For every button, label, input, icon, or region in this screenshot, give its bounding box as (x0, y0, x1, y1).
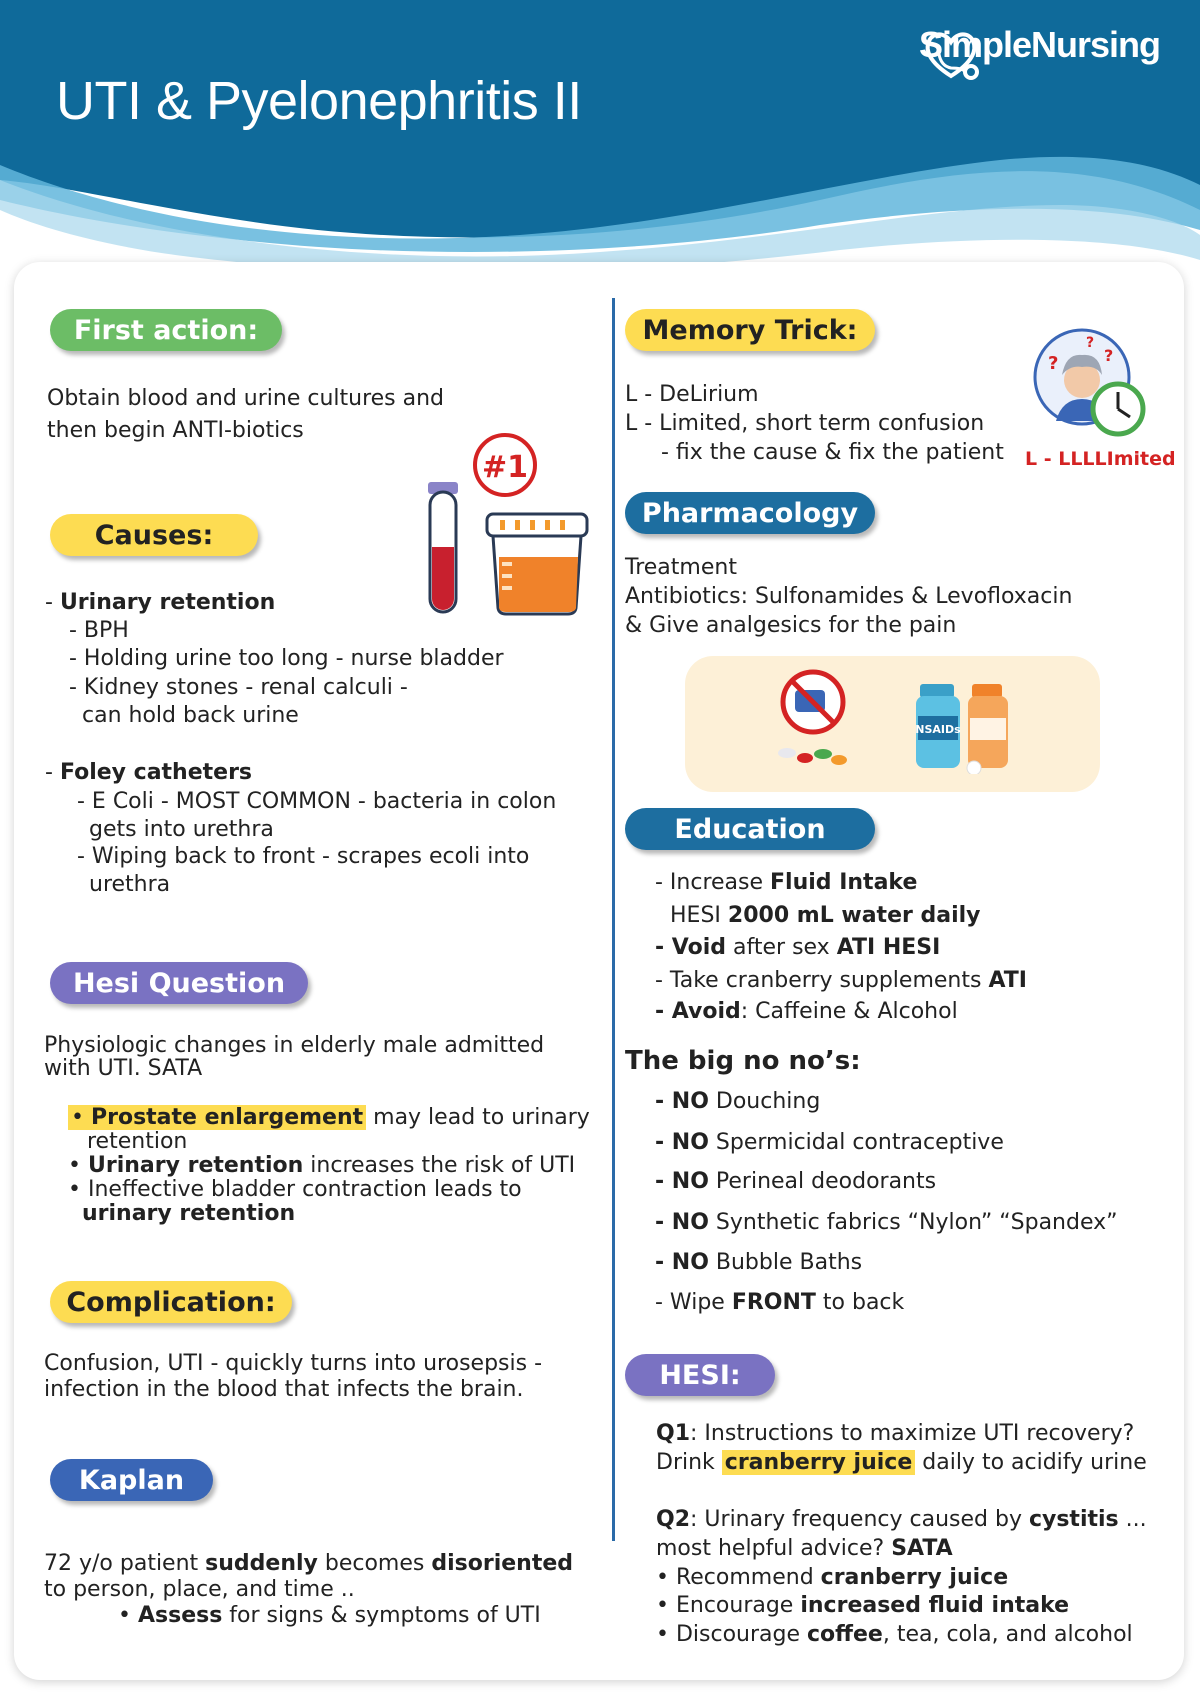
nsaids-label: NSAIDs (915, 723, 961, 736)
hesi-q2-answer-1: • Recommend cranberry juice (656, 1565, 1009, 1590)
hesi-answer-3: • Ineffective bladder contraction leads to (68, 1177, 522, 1202)
brand-name: SimpleNursing (918, 24, 1160, 65)
foley-item-wiping-cont: urethra (89, 872, 171, 897)
education-cranberry: - Take cranberry supplements ATI (655, 968, 1027, 993)
no-item-synthetic-fabrics: - NO Synthetic fabrics “Nylon” “Spandex” (655, 1210, 1118, 1235)
no-item-spermicidal: - NO Spermicidal contraceptive (655, 1130, 1004, 1155)
stethoscope-heart-icon (919, 24, 983, 84)
hesi-answer-1: • Prostate enlargement may lead to urinary (68, 1104, 590, 1131)
hesi-q2: Q2: Urinary frequency caused by cystitis ... (656, 1507, 1147, 1532)
svg-text:?: ? (1104, 346, 1114, 365)
kaplan-line-1: 72 y/o patient suddenly becomes disoriented (44, 1551, 574, 1576)
nsaids-bottles-icon (910, 680, 1020, 774)
pharmacology-label: Pharmacology (625, 492, 875, 534)
complication-label: Complication: (50, 1281, 292, 1323)
memory-red-label: L - LLLLImited (1025, 448, 1176, 470)
cause-foley-catheters: - Foley catheters (45, 760, 253, 785)
hesi-q1: Q1: Instructions to maximize UTI recovery? (656, 1421, 1135, 1446)
hesi-label: HESI: (625, 1354, 775, 1396)
no-item-bubble-baths: - NO Bubble Baths (655, 1250, 863, 1275)
pharm-line-1: Treatment (625, 555, 737, 580)
hesi-answer-1-cont: retention (87, 1129, 188, 1154)
cause-item-kidney-stones: - Kidney stones - renal calculi - (69, 675, 408, 700)
education-void-after-sex: - Void after sex ATI HESI (655, 935, 941, 960)
header-banner (0, 0, 1200, 290)
wipe-front-to-back: - Wipe FRONT to back (655, 1290, 905, 1315)
first-action-line-2: then begin ANTI-biotics (47, 418, 304, 443)
foley-item-ecoli-cont: gets into urethra (89, 817, 274, 842)
test-tube-and-urine-cup-illustration (420, 432, 600, 620)
hesi-answer-3-bold: urinary retention (82, 1201, 296, 1226)
no-nos-heading: The big no no’s: (625, 1046, 861, 1076)
education-fluid-intake: - Increase Fluid Intake (655, 870, 918, 895)
no-item-douching: - NO Douching (655, 1089, 821, 1114)
memory-line-2: L - Limited, short term confusion (625, 411, 985, 436)
medication-illustration (685, 656, 1100, 792)
hesi-q1-answer: Drink cranberry juice daily to acidify urine (656, 1450, 1147, 1475)
hesi-q2-answer-3: • Discourage coffee, tea, cola, and alcohol (656, 1622, 1133, 1647)
memory-line-3: - fix the cause & fix the patient (661, 440, 1004, 465)
memory-trick-label: Memory Trick: (625, 309, 875, 351)
first-action-label: First action: (50, 309, 282, 351)
hesi-question-line-1: Physiologic changes in elderly male admitted (44, 1033, 545, 1058)
hesi-q2-answer-2: • Encourage increased fluid intake (656, 1593, 1070, 1618)
svg-text:?: ? (1086, 335, 1095, 351)
number-one-badge: #1 (481, 450, 529, 485)
svg-text:?: ? (1048, 353, 1059, 374)
kaplan-line-3: • Assess for signs & symptoms of UTI (118, 1603, 541, 1628)
foley-item-wiping: - Wiping back to front - scrapes ecoli into (77, 844, 530, 869)
kaplan-label: Kaplan (50, 1459, 213, 1501)
cause-item-bph: - BPH (69, 618, 129, 643)
foley-item-ecoli: - E Coli - MOST COMMON - bacteria in colon (77, 789, 557, 814)
first-action-line-1: Obtain blood and urine cultures and (47, 386, 445, 411)
no-item-deodorants: - NO Perineal deodorants (655, 1169, 937, 1194)
confused-person-clock-icon (1030, 325, 1150, 445)
cause-item-hold-back-urine: can hold back urine (82, 703, 299, 728)
cause-item-holding-urine: - Holding urine too long - nurse bladder (69, 646, 504, 671)
hesi-question-line-2: with UTI. SATA (44, 1056, 203, 1081)
education-hesi-2000ml: HESI 2000 mL water daily (670, 903, 981, 928)
page-title: UTI & Pyelonephritis II (56, 71, 582, 131)
pharm-line-3: & Give analgesics for the pain (625, 613, 957, 638)
column-divider (612, 298, 615, 1541)
education-avoid: - Avoid: Caffeine & Alcohol (655, 999, 958, 1024)
causes-label: Causes: (50, 514, 258, 556)
complication-line-1: Confusion, UTI - quickly turns into urosepsis - (44, 1351, 543, 1376)
memory-line-1: L - DeLirium (625, 382, 759, 407)
no-pills-icon (765, 668, 865, 778)
hesi-answer-2: • Urinary retention increases the risk of UTI (68, 1153, 576, 1178)
pharm-line-2: Antibiotics: Sulfonamides & Levofloxacin (625, 584, 1073, 609)
kaplan-line-2: to person, place, and time .. (44, 1577, 355, 1602)
complication-line-2: infection in the blood that infects the brain. (44, 1377, 524, 1402)
education-label: Education (625, 808, 875, 850)
hesi-question-label: Hesi Question (50, 962, 308, 1004)
cause-urinary-retention: - Urinary retention (45, 590, 276, 615)
brand-logo (919, 24, 1160, 66)
hesi-q2-cont: most helpful advice? SATA (656, 1536, 953, 1561)
